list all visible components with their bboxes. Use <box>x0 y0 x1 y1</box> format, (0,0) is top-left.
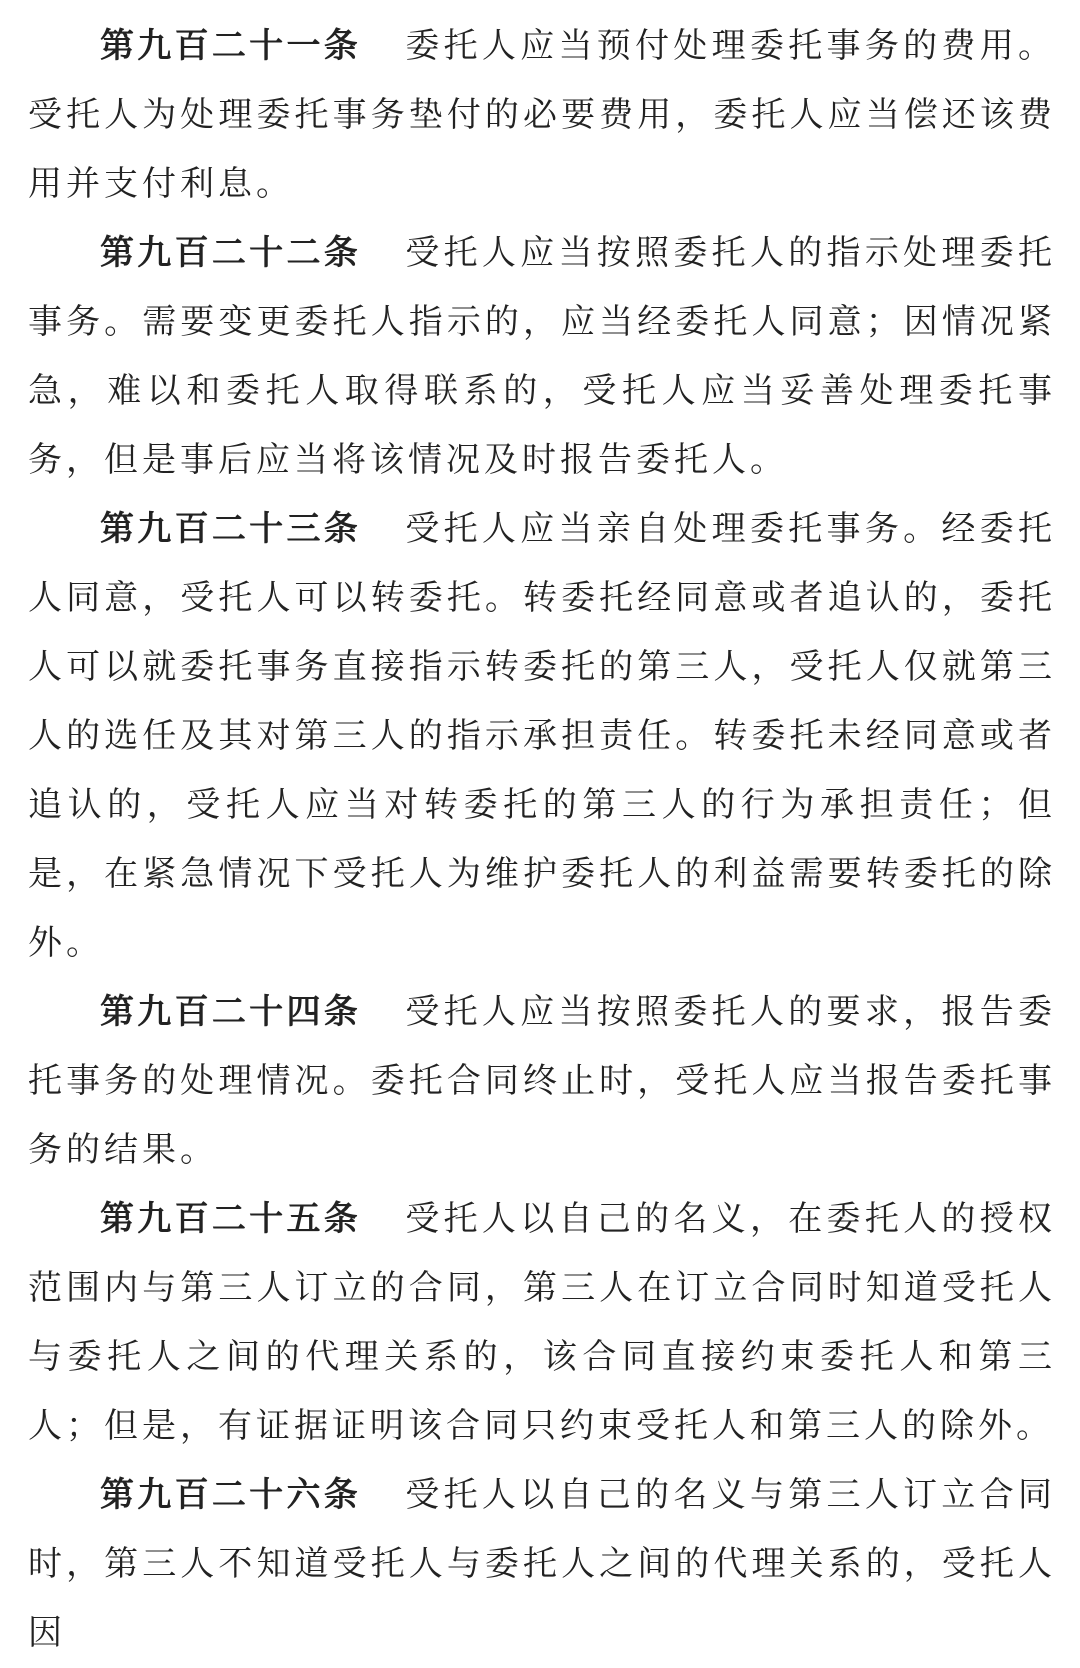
article-body: 受托人应当按照委托人的要求，报告委托事务的处理情况。委托合同终止时，受托人应当报告委托事务的结果。 <box>28 992 1057 1170</box>
article-heading: 第九百二十六条 <box>100 1475 362 1515</box>
article-923 <box>28 495 1056 978</box>
article-body: 委托人应当预付处理委托事务的费用。受托人为处理委托事务垫付的必要费用，委托人应当偿还该费用并支付利息。 <box>28 26 1057 204</box>
article-body: 受托人以自己的名义与第三人订立合同时，第三人不知道受托人与委托人之间的代理关系的，受托人因 <box>28 1475 1057 1653</box>
document-page <box>28 12 1056 1668</box>
article-body: 受托人应当亲自处理委托事务。经委托人同意，受托人可以转委托。转委托经同意或者追认的，委托人可以就委托事务直接指示转委托的第三人，受托人仅就第三人的选任及其对第三人的指示承担责任。转委托未经同意或者追认的，受托人应当对转委托的第三人的行为承担责任；但是，在紧急情况下受托人为维护委托人的利益需要转委托的除外。 <box>28 509 1057 963</box>
article-heading: 第九百二十二条 <box>100 233 362 273</box>
article-body: 受托人以自己的名义，在委托人的授权范围内与第三人订立的合同，第三人在订立合同时知道受托人与委托人之间的代理关系的，该合同直接约束委托人和第三人；但是，有证据证明该合同只约束受托人和第三人的除外。 <box>28 1199 1057 1446</box>
article-body: 受托人应当按照委托人的指示处理委托事务。需要变更委托人指示的，应当经委托人同意；因情况紧急，难以和委托人取得联系的，受托人应当妥善处理委托事务，但是事后应当将该情况及时报告委托人。 <box>28 233 1057 480</box>
article-heading: 第九百二十三条 <box>100 509 362 549</box>
article-heading: 第九百二十一条 <box>100 26 362 66</box>
article-921 <box>28 12 1056 219</box>
article-926 <box>28 1461 1056 1668</box>
article-heading: 第九百二十五条 <box>100 1199 362 1239</box>
article-922 <box>28 219 1056 495</box>
article-925 <box>28 1185 1056 1461</box>
article-924 <box>28 978 1056 1185</box>
article-heading: 第九百二十四条 <box>100 992 362 1032</box>
